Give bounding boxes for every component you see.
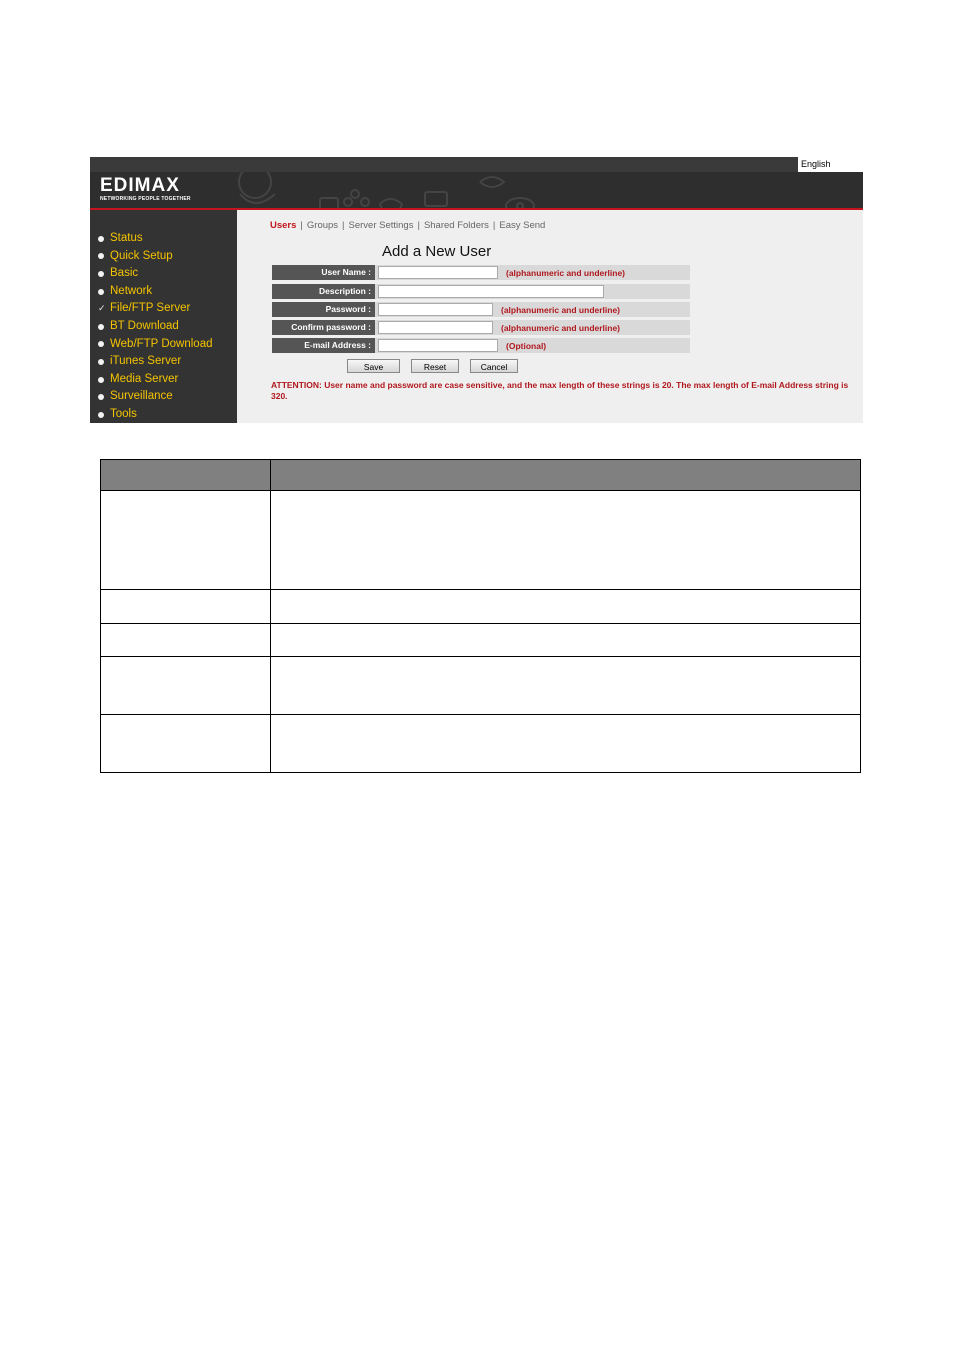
table-row	[101, 624, 861, 657]
table-cell	[271, 624, 861, 657]
confirm-password-label: Confirm password :	[272, 320, 375, 335]
table-cell	[101, 624, 271, 657]
bullet-icon	[98, 253, 104, 259]
table-cell	[271, 657, 861, 715]
checkmark-icon: ✓	[98, 303, 106, 314]
router-ui-screenshot	[90, 157, 863, 423]
confirm-password-hint: (alphanumeric and underline)	[501, 323, 621, 333]
sidebar-item-file-ftp-server[interactable]	[98, 300, 237, 318]
tab-users[interactable]: Users	[270, 220, 297, 231]
table-row	[101, 657, 861, 715]
sidebar-item-label: BT Download	[110, 319, 179, 332]
form-row-email	[272, 338, 690, 353]
sidebar-item-network[interactable]	[98, 283, 237, 301]
language-selector[interactable]: English	[798, 157, 863, 172]
sidebar-item-label: Quick Setup	[110, 249, 173, 262]
table-header-cell	[101, 460, 271, 491]
table-cell	[101, 590, 271, 624]
description-input[interactable]	[378, 285, 604, 298]
table-cell	[101, 715, 271, 773]
bullet-icon	[98, 324, 104, 330]
tab-groups[interactable]: Groups	[306, 220, 339, 231]
sidebar-item-basic[interactable]	[98, 265, 237, 283]
banner-decoration-icons	[220, 172, 550, 208]
logo-tagline: NETWORKING PEOPLE TOGETHER	[100, 196, 191, 202]
tab-separator: |	[492, 220, 496, 231]
sidebar-item-label: iTunes Server	[110, 355, 182, 368]
sidebar-item-tools[interactable]	[98, 406, 237, 424]
form-row-description	[272, 284, 690, 299]
cancel-button[interactable]: Cancel	[470, 359, 518, 373]
attention-note: ATTENTION: User name and password are case sensitive, and the max length of these strings is 20. The max length of E-mail Address string is 320.	[271, 380, 849, 401]
save-button[interactable]: Save	[347, 359, 400, 373]
table-cell	[271, 590, 861, 624]
bullet-icon	[98, 394, 104, 400]
table-cell	[271, 715, 861, 773]
sidebar-item-label: Web/FTP Download	[110, 337, 213, 350]
email-hint: (Optional)	[506, 341, 547, 351]
user-name-input[interactable]	[378, 266, 498, 279]
form-row-user-name	[272, 265, 690, 280]
sidebar-item-quick-setup[interactable]	[98, 248, 237, 266]
top-strip	[90, 157, 863, 172]
sidebar-item-label: Basic	[110, 267, 139, 280]
bullet-icon	[98, 359, 104, 365]
sidebar-item-web-ftp-download[interactable]	[98, 336, 237, 354]
sidebar-item-media-server[interactable]	[98, 371, 237, 389]
form-title: Add a New User	[382, 243, 492, 260]
bullet-icon	[98, 289, 104, 295]
sidebar-item-label: Tools	[110, 407, 137, 420]
user-name-label: User Name :	[272, 265, 375, 280]
bullet-icon	[98, 236, 104, 242]
bullet-icon	[98, 271, 104, 277]
tab-shared-folders[interactable]: Shared Folders	[423, 220, 489, 231]
form-row-password	[272, 302, 690, 317]
sidebar-item-label: Network	[110, 284, 153, 297]
main-content	[237, 210, 863, 423]
bullet-icon	[98, 377, 104, 383]
table-header-row	[101, 460, 861, 491]
password-hint: (alphanumeric and underline)	[501, 305, 621, 315]
field-description-table	[100, 459, 861, 773]
sidebar-item-status[interactable]	[98, 230, 237, 248]
form-row-confirm-password	[272, 320, 690, 335]
table-header-cell	[271, 460, 861, 491]
tab-separator: |	[342, 220, 345, 231]
table-row	[101, 590, 861, 624]
reset-button[interactable]: Reset	[411, 359, 459, 373]
edimax-logo	[100, 176, 191, 202]
sidebar-item-label: File/FTP Server	[110, 302, 191, 315]
sidebar-item-surveillance[interactable]	[98, 388, 237, 406]
password-label: Password :	[272, 302, 375, 317]
table-row	[101, 715, 861, 773]
tab-separator: |	[417, 220, 420, 231]
table-cell	[101, 491, 271, 590]
email-input[interactable]	[378, 339, 498, 352]
sidebar-item-bt-download[interactable]	[98, 318, 237, 336]
sidebar-item-label: Surveillance	[110, 390, 173, 403]
user-name-hint: (alphanumeric and underline)	[506, 268, 626, 278]
table-cell	[271, 491, 861, 590]
confirm-password-input[interactable]	[378, 321, 493, 334]
header-banner	[90, 172, 863, 208]
sidebar-item-label: Status	[110, 232, 143, 244]
tab-separator: |	[300, 220, 303, 231]
sidebar-item-label: Media Server	[110, 372, 179, 385]
table-row	[101, 491, 861, 590]
bullet-icon	[98, 341, 104, 347]
email-label: E-mail Address :	[272, 338, 375, 353]
password-input[interactable]	[378, 303, 493, 316]
table-cell	[101, 657, 271, 715]
logo-brand: EDIMAX	[100, 175, 180, 196]
tab-server-settings[interactable]: Server Settings	[348, 220, 414, 231]
description-label: Description :	[272, 284, 375, 299]
bullet-icon	[98, 412, 104, 418]
tab-bar	[270, 220, 545, 231]
tab-easy-send[interactable]: Easy Send	[499, 220, 546, 231]
sidebar-menu	[90, 210, 237, 423]
sidebar-item-itunes-server[interactable]	[98, 353, 237, 371]
